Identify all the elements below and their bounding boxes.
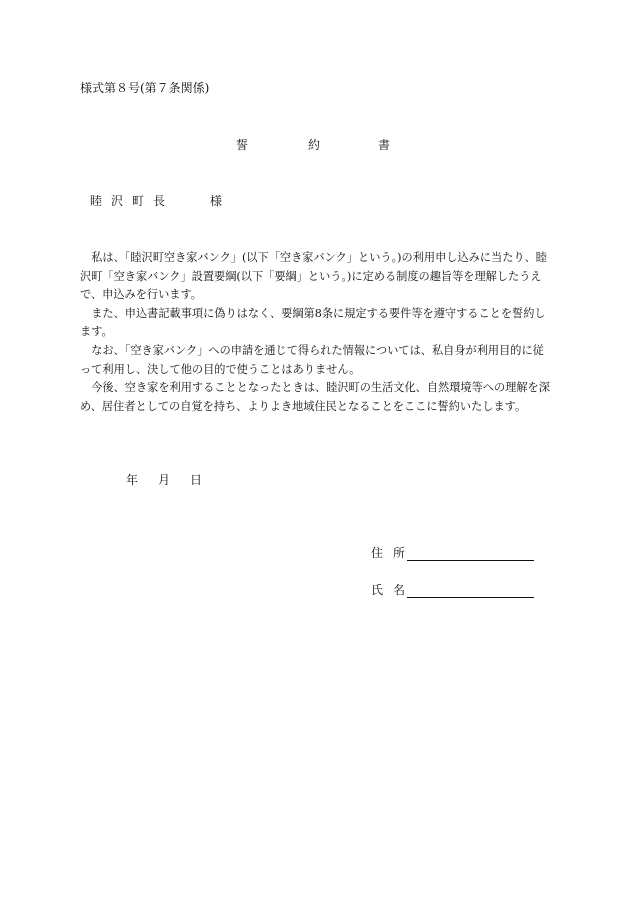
address-field xyxy=(371,545,534,561)
name-label-char-1: 氏 xyxy=(371,583,384,597)
date-day: 日 xyxy=(190,473,203,487)
pledge-body xyxy=(80,249,550,416)
name-field xyxy=(371,582,534,598)
pledge-paragraph-2: また、申込書記載事項に偽りはなく、要綱第8条に規定する要件等を遵守することを誓約します。 xyxy=(80,306,546,339)
form-number: 様式第８号(第７条関係) xyxy=(80,81,210,95)
title-char-2: 約 xyxy=(308,138,321,152)
address-label-char-1: 住 xyxy=(371,546,384,560)
document-title xyxy=(236,137,390,153)
address-label-char-2: 所 xyxy=(393,546,406,560)
date-line xyxy=(126,472,202,488)
addressee xyxy=(90,193,222,209)
date-year: 年 xyxy=(126,473,139,487)
address-label xyxy=(371,545,407,561)
addressee-char-4: 長 xyxy=(153,194,166,208)
name-label-char-2: 名 xyxy=(393,583,406,597)
addressee-char-3: 町 xyxy=(132,194,145,208)
addressee-char-1: 睦 xyxy=(90,194,103,208)
addressee-char-2: 沢 xyxy=(111,194,124,208)
title-char-3: 書 xyxy=(378,138,391,152)
title-char-1: 誓 xyxy=(236,138,249,152)
addressee-honorific: 様 xyxy=(210,194,223,208)
name-label xyxy=(371,582,407,598)
pledge-paragraph-4: 今後、空き家を利用することとなったときは、睦沢町の生活文化、自然環境等への理解を深め、居住者としての自覚を持ち、よりよき地域住民となることをここに誓約いたします。 xyxy=(80,381,550,413)
pledge-paragraph-1: 私は、「睦沢町空き家バンク」(以下「空き家バンク」という。)の利用申し込みに当たり、睦沢町「空き家バンク」設置要綱(以下「要綱」という。)に定める制度の趣旨等を理解したうえで、申込みを行います。 xyxy=(80,251,547,302)
address-underline xyxy=(407,547,534,561)
name-underline xyxy=(407,584,534,598)
date-month: 月 xyxy=(158,473,171,487)
pledge-paragraph-3: なお、「空き家バンク」への申請を通じて得られた情報については、私自身が利用目的に従って利用し、決して他の目的で使うことはありません。 xyxy=(80,343,544,376)
